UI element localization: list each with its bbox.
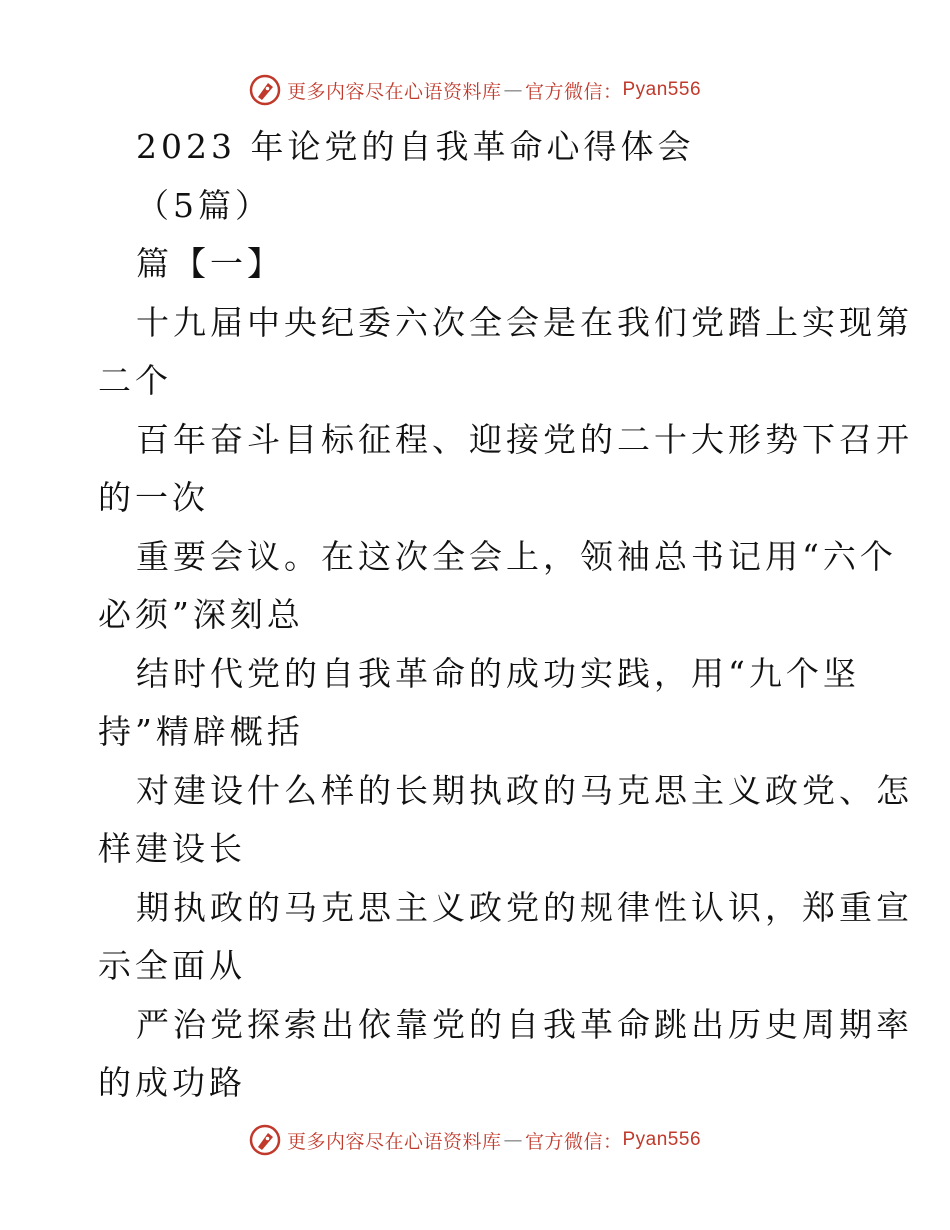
banner-contact-label: 官方微信： (524, 80, 623, 103)
paragraph-line: 样建设长 (98, 829, 246, 868)
paragraph-line: 示全面从 (98, 946, 246, 985)
banner-contact-handle: Pyan556 (622, 79, 702, 100)
paragraph-line: 对建设什么样的长期执政的马克思主义政党、怎 (136, 770, 913, 810)
header-banner (0, 70, 950, 110)
paragraph-line: 结时代党的自我革命的成功实践，用“九个坚 (136, 653, 860, 693)
banner-contact-label: 官方微信： (524, 1130, 623, 1153)
paragraph-line: 二个 (98, 361, 172, 400)
section-heading: 篇【一】 (136, 244, 284, 283)
paragraph-line: 持”精辟概括 (98, 712, 304, 751)
paragraph-line: 的一次 (98, 478, 209, 517)
banner-text: 更多内容尽在心语资料库 (286, 1130, 502, 1153)
pen-nib-logo-icon (249, 74, 281, 106)
paragraph-line: 必须”深刻总 (98, 595, 304, 634)
banner-text: 更多内容尽在心语资料库 (286, 80, 502, 103)
document-body (98, 118, 913, 1113)
paragraph-line: 的成功路 (98, 1063, 246, 1102)
document-subtitle: （5篇） (136, 185, 272, 225)
paragraph-line: 百年奋斗目标征程、迎接党的二十大形势下召开 (136, 419, 913, 459)
footer-banner (0, 1120, 950, 1160)
paragraph-line: 重要会议。在这次全会上，领袖总书记用“六个 (136, 536, 897, 576)
paragraph-line: 期执政的马克思主义政党的规律性认识，郑重宣 (136, 887, 913, 927)
banner-separator: — (503, 79, 523, 101)
paragraph-line: 严治党探索出依靠党的自我革命跳出历史周期率 (136, 1004, 913, 1044)
document-title: 2023 年论党的自我革命心得体会 (136, 127, 695, 166)
banner-contact-handle: Pyan556 (622, 1129, 702, 1150)
banner-separator: — (503, 1129, 523, 1151)
paragraph-line: 十九届中央纪委六次全会是在我们党踏上实现第 (136, 302, 913, 342)
pen-nib-logo-icon (249, 1124, 281, 1156)
